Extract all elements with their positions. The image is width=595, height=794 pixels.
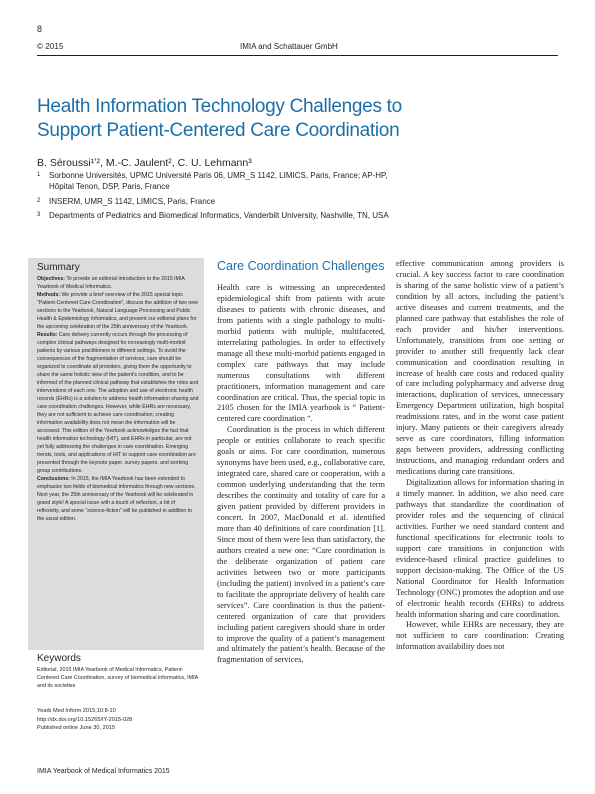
keywords-list: Editorial, 2015 IMIA Yearbook of Medical Informatics, Patient-Centered Care Coordination, survey of biomedical informatics, IMIA and its societies [37,667,198,689]
affiliation-number: 1 [37,172,41,178]
copyright-notice: © 2015 [37,42,64,51]
summary-conclusions [37,475,199,523]
body-column-1 [217,283,385,666]
author-list: B. Séroussi¹ʼ², M.-C. Jaulent², C. U. Lehmann³ [37,157,252,169]
summary-methods [37,291,199,331]
article-title [37,95,477,143]
affiliation-text: Sorbonne Universités, UPMC Université Paris 06, UMR_S 1142, LIMICS, Paris, France; AP-HP, Hôpital Tenon, DSP, Paris, France [49,171,388,191]
affiliation-text: Departments of Pediatrics and Biomedical Informatics, Vanderbilt University, Nashville, TN, USA [49,211,389,220]
summary-label: Conclusions: [37,476,70,482]
body-paragraph: Coordination is the process in which different people or entities collaborate to reach specific goals or aims. For care coordination, numerous synonyms have been used, e.g., collaborative care, integrated care, shared care or cooperation, with a common underlying understanding that the term describes the continuity and totality of care for a given patient provided by different providers in concert. In 2007, MacDonald et al. identified more than 40 definitions of care coordination [1]. Since most of them were less than satisfactory, the authors created a new one: “Care coordination is the deliberate organization of patient care activities between two or more participants (including the patient) involved in a patient’s care to facilitate the appropriate delivery of health care services”. Care coordination is thus the patient-centered organization of care that providers including patient caregivers should share in order to improve the quality of a patient’s management and ultimately the patient’s health. Because of the fragmentation of services, [217,425,385,665]
summary-text: We provide a brief overview of the 2015 special topic “Patient-Centered Care Coordination”, discuss the addition of two new sections to the Yearbook, Natural Language Processing and Public Health & Epidemiology Informatics, and present our editorial plans for the upcoming celebration of the 25th anniversary of the Yearbook. [37,292,198,330]
publisher-name: IMIA and Schattauer GmbH [240,42,338,51]
citation-block [37,707,199,733]
affiliation-number: 3 [37,212,41,218]
body-paragraph: Health care is witnessing an unprecedented epidemiological shift from patients with acute diseases to patients with chronic diseases, and from patients with a single pathology to multi-morbid patients with multiple, multifaceted, interrelating pathologies. In order to effectively manage all these multi-morbid patients engaged in complex care pathways that may include numerous consultations with different practitioners, information management and care coordination are critical. Thus, the special topic in 2105 chosen for the IMIA yearbook is “ Patient-centered care coordination “. [217,283,385,424]
page-number: 8 [37,24,43,34]
header-rule [37,55,558,56]
summary-text: In 2015, the IMIA Yearbook has been extended to emphasize two fields of biomedical informatics through new sections. Next year, the 25th anniversary of the Yearbook will be celebrated in grand style! A special issue with a touch of reflection, a bit of reflexivity, and some “science-fiction” will be published in addition to the usual edition. [37,476,196,522]
citation-published: Published online June 30, 2015 [37,725,116,731]
summary-label: Objectives: [37,276,65,282]
body-paragraph: Digitalization allows for information sharing in a timely manner. In addition, we also need care pathways that standardize the coordination of provider roles and the sequencing of clinical activities. Further we need standard content and functional specifications for electronic tools to support care transitions in conjunction with evidence-based clinical practice guidelines to support decision-making. The Office of the US National Coordinator for Health Information Technology (ONC) promotes the adoption and use of electronic health records (EHRs) to address health information sharing and care coordination. [396,478,564,619]
summary-results [37,331,199,475]
summary-text: Care delivery currently occurs through the processing of complex clinical pathways designed for increasingly multi-morbid patients by various practitioners in different settings. To avoid the consequences of the fragmentation of services, care should be organized to coordinate all providers, giving them the opportunity to share the same holistic view of the patient’s condition, and to be informed of the planned clinical pathway that establishes the roles and interventions of each one. The adoption and use of electronic health records (EHRs) is a solution to address health information sharing and care coordination challenges. However, while EHRs are necessary, they are not sufficient to achieve care coordination; creating information availability does not mean the information will be accessed. This edition of the Yearbook acknowledges the fact that health information technology (HIT), and EHRs in particular, are not yet fully addressing the challenges in care coordination. Emerging trends, tools, and applications of HIT to support care coordination are presented through the keynote paper, survey papers, and working group contributions. [37,332,199,474]
citation-journal: Yearb Med Inform 2015;10:8-10 [37,708,116,714]
summary-text: To provide an editorial introduction to the 2015 IMIA Yearbook of Medical Informatics. [37,276,185,290]
summary-body [37,275,199,523]
body-column-2 [396,259,564,653]
summary-objectives [37,275,199,291]
footer-journal-name: IMIA Yearbook of Medical Informatics 2015 [37,768,170,775]
citation-doi[interactable]: http://dx.doi.org/10.15265/IY-2015-028 [37,716,133,723]
body-paragraph: However, while EHRs are necessary, they are not sufficient to care coordination: Creating information availability does not [396,620,564,652]
summary-label: Methods: [37,292,61,298]
section-heading: Care Coordination Challenges [217,259,385,273]
summary-heading: Summary [37,262,80,273]
body-paragraph: effective communication among providers is crucial. A key success factor to care coordination is sharing of the same holistic view of a patient’s condition by all actors, including the patient’s active diseases and current treatments, and the planned care pathway that establishes the role of each provider and his/her interventions. Unfortunately, transitions from one setting or provider to another still frequently lack clear communication and coordination resulting in increase of health care costs and reduced quality of care including polypharmacy and adverse drug interactions, duplication of services, unnecessary Emergency Department utilization, high hospital readmissions rates, and in the worst case patient injury. Many patients or their caregivers already serve as care coordinators, filling information gaps between providers, addressing conflicting instructions, and managing redundant orders and medications during care transitions. [396,259,564,477]
affiliation-text: INSERM, UMR_S 1142, LIMICS, Paris, France [49,197,216,206]
article-title-line-2: Support Patient-Centered Care Coordination [37,120,400,141]
keywords-heading: Keywords [37,653,81,664]
affiliation-number: 2 [37,198,41,204]
article-title-line-1: Health Information Technology Challenges to [37,96,402,117]
summary-label: Results: [37,332,58,338]
